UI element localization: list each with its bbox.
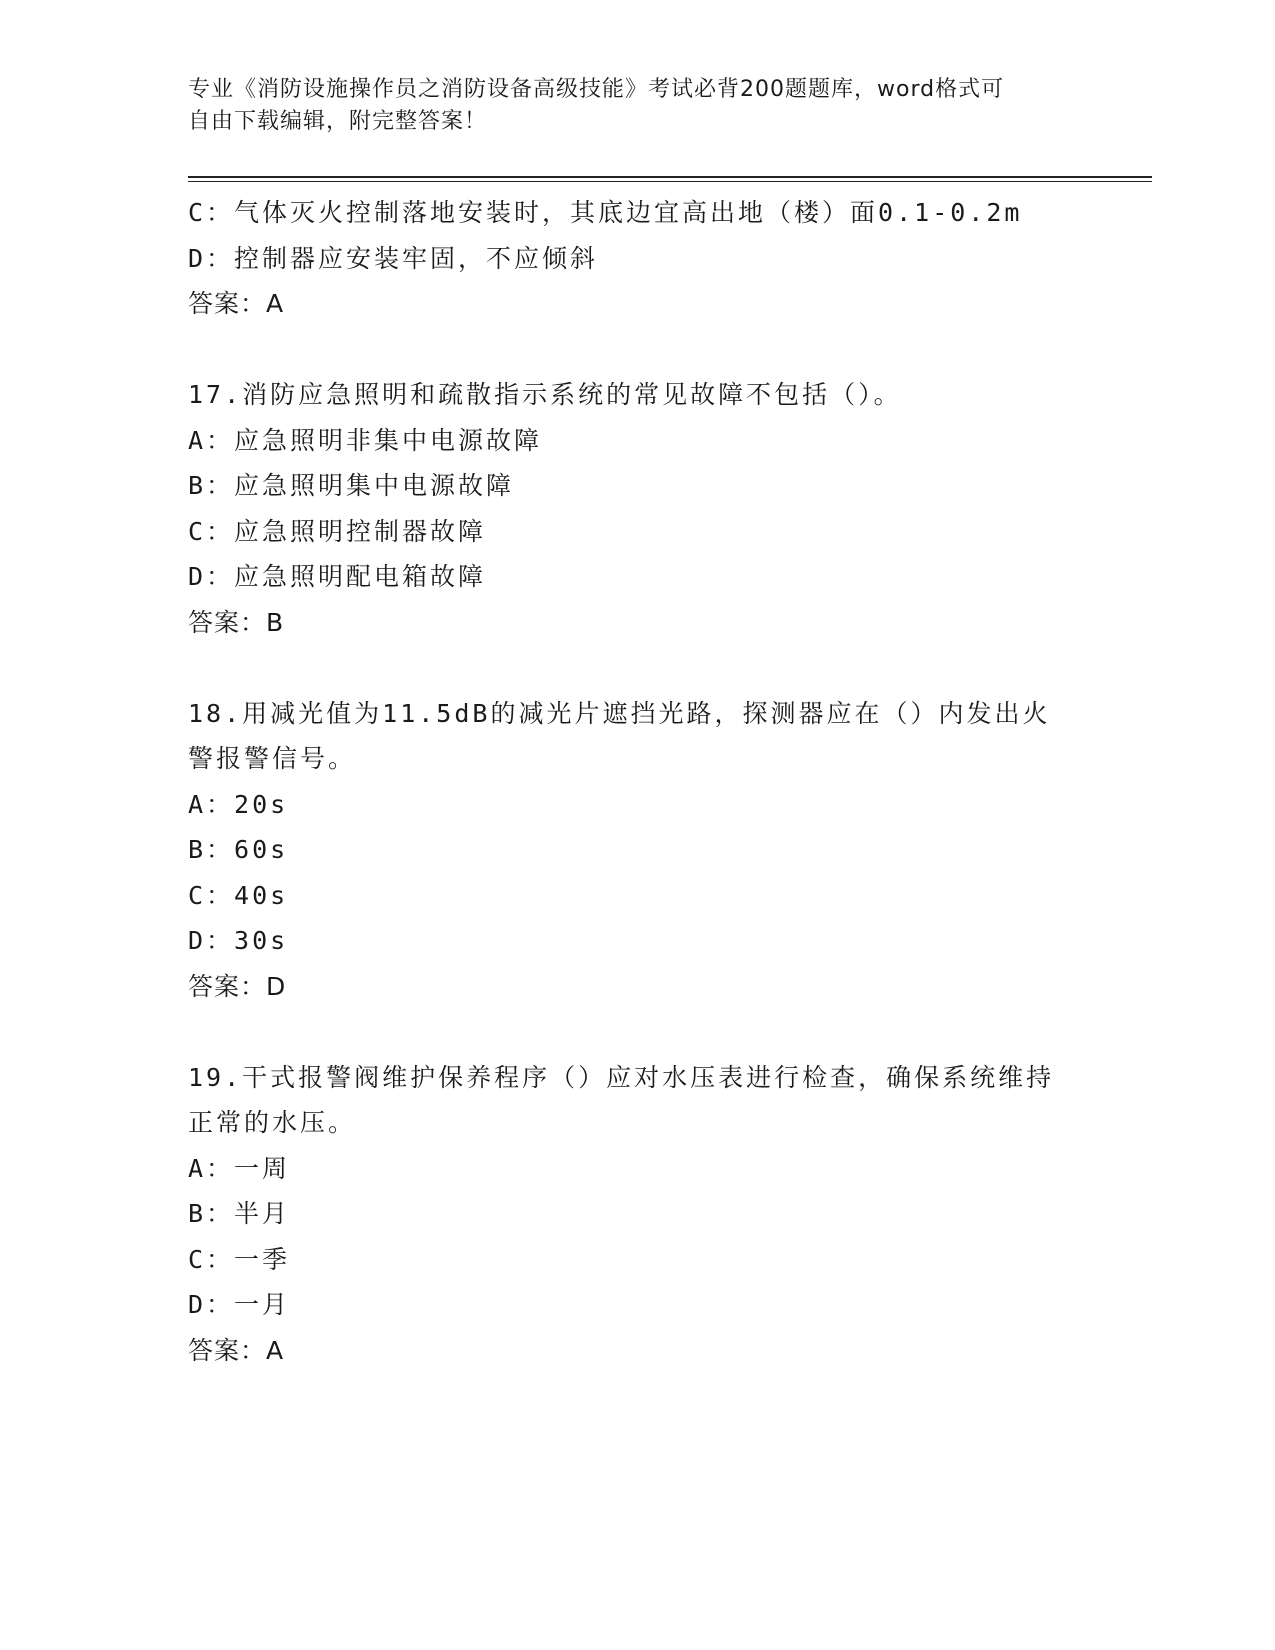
option-a: A：一周 [188, 1153, 291, 1183]
option-c: C：应急照明控制器故障 [188, 516, 487, 546]
question-stem: 17.消防应急照明和疏散指示系统的常见故障不包括（）。 [188, 380, 902, 409]
question-17 [188, 372, 1088, 645]
question-stem-line-2: 正常的水压。 [188, 1108, 357, 1137]
header-rule-thin [188, 181, 1152, 182]
option-c: C：40s [188, 880, 289, 910]
option-b: B：半月 [188, 1199, 291, 1228]
spacer [188, 645, 1088, 691]
question-list [188, 190, 1088, 1373]
option-b: B：应急照明集中电源故障 [188, 471, 515, 500]
spacer [188, 1009, 1088, 1055]
question-stem-line-1: 18.用减光值为11.5dB的减光片遮挡光路，探测器应在（）内发出火 [188, 698, 1051, 728]
header-line-2: 自由下载编辑，附完整答案！ [188, 109, 488, 134]
option-a: A：应急照明非集中电源故障 [188, 425, 543, 455]
option-d: D：30s [188, 926, 289, 955]
option-b: B：60s [188, 835, 289, 864]
option-a: A：20s [188, 789, 289, 819]
spacer [188, 327, 1088, 373]
option-d: D：应急照明配电箱故障 [188, 562, 487, 591]
option-d: D：一月 [188, 1290, 291, 1319]
header-rule-thick [188, 176, 1152, 178]
option-d: D：控制器应安装牢固，不应倾斜 [188, 243, 599, 273]
answer: 答案：D [188, 971, 287, 1001]
answer: 答案：B [188, 607, 285, 637]
answer: 答案：A [188, 289, 285, 318]
question-stem-line-2: 警报警信号。 [188, 744, 357, 773]
question-18 [188, 691, 1088, 1010]
option-c: C：气体灭火控制落地安装时，其底边宜高出地（楼）面0.1-0.2m [188, 198, 1023, 227]
header-line-1: 专业《消防设施操作员之消防设备高级技能》考试必背200题题库，word格式可 [188, 77, 1005, 102]
option-c: C：一季 [188, 1244, 291, 1274]
question-stem-line-1: 19.干式报警阀维护保养程序（）应对水压表进行检查，确保系统维持 [188, 1062, 1055, 1092]
document-header [188, 74, 1068, 138]
question-19 [188, 1055, 1088, 1374]
answer: 答案：A [188, 1335, 285, 1365]
question-16-tail [188, 190, 1088, 327]
